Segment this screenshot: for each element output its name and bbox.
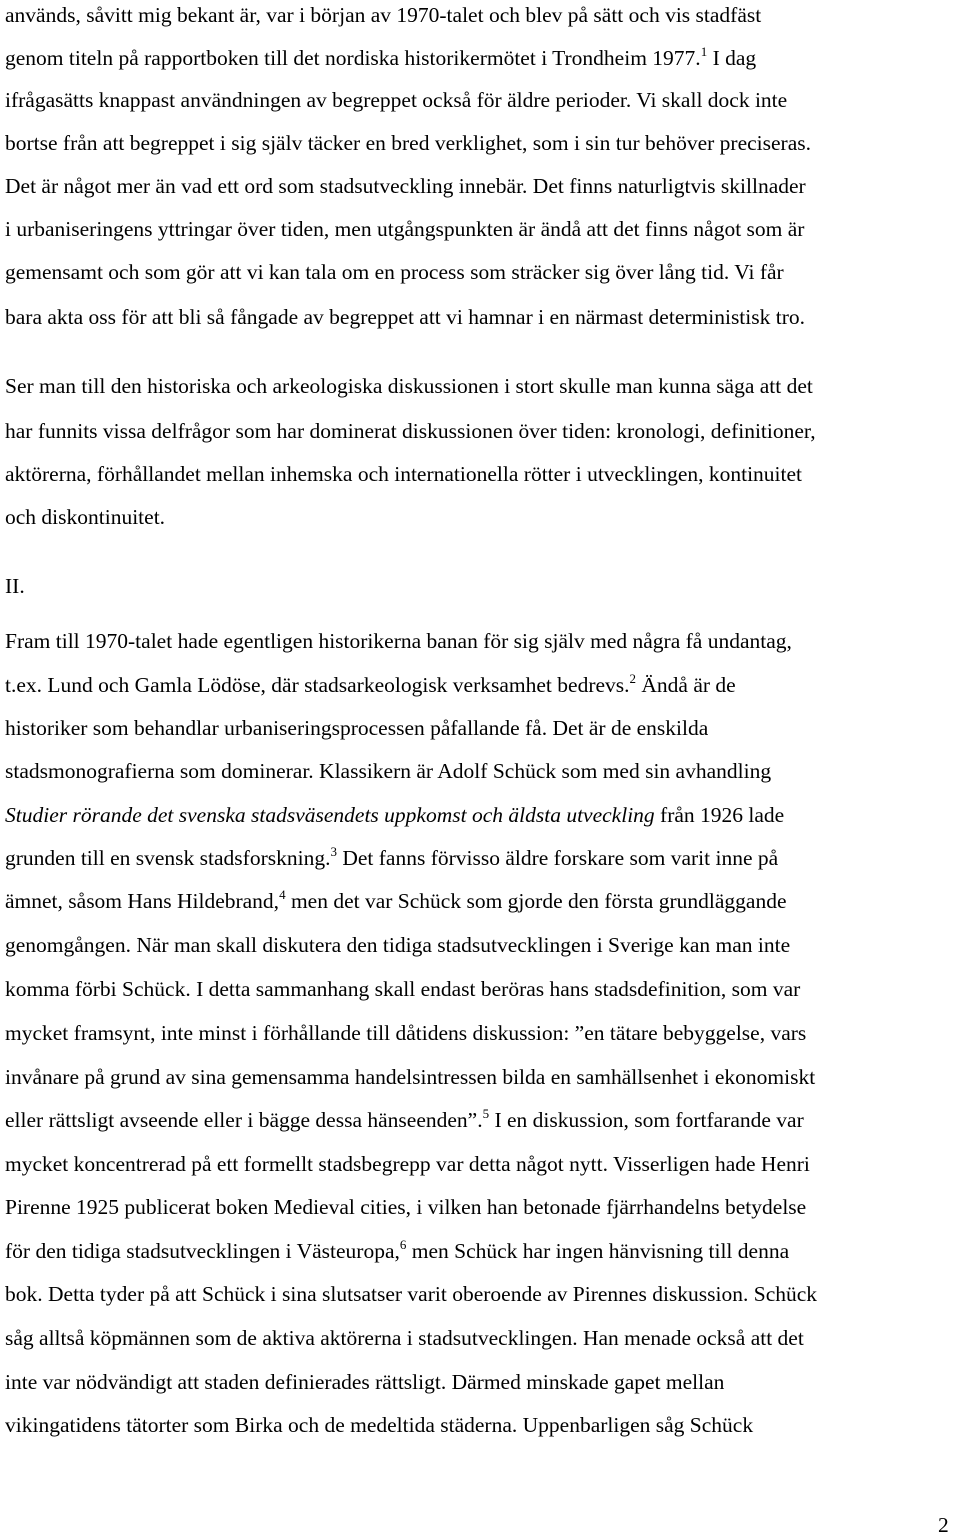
page-number: 2 bbox=[938, 1513, 949, 1537]
text-line: historiker som behandlar urbaniseringsprocessen påfallande få. Det är de enskilda bbox=[5, 716, 709, 740]
footnote-ref[interactable]: 5 bbox=[482, 1106, 490, 1121]
text-line: bara akta oss för att bli så fångade av begreppet att vi hamnar i en närmast deterministisk tro. bbox=[5, 305, 806, 329]
text-line: stadsmonografierna som dominerar. Klassikern är Adolf Schück som med sin avhandling bbox=[5, 759, 772, 783]
text-line: t.ex. Lund och Gamla Lödöse, där stadsarkeologisk verksamhet bedrevs.$^2$ Ändå är de bbox=[5, 671, 736, 697]
text-line: grunden till en svensk stadsforskning.$^3$ Det fanns förvisso äldre forskare som varit inne på bbox=[5, 844, 779, 870]
text-line: ämnet, såsom Hans Hildebrand,$^4$ men det var Schück som gjorde den första grundläggande bbox=[5, 887, 787, 913]
text-line: ifrågasätts knappast användningen av begreppet också för äldre perioder. Vi skall dock inte bbox=[5, 88, 788, 112]
text-line: vikingatidens tätorter som Birka och de medeltida städerna. Uppenbarligen såg Schück bbox=[5, 1413, 754, 1437]
text-line: Pirenne 1925 publicerat boken Medieval cities, i vilken han betonade fjärrhandelns betydelse bbox=[5, 1195, 807, 1219]
text-line: såg alltså köpmännen som de aktiva aktörerna i stadsutvecklingen. Han menade också att det bbox=[5, 1326, 804, 1350]
text-line: och diskontinuitet. bbox=[5, 505, 166, 529]
section-heading: II. bbox=[5, 574, 25, 598]
footnote-ref[interactable]: 1 bbox=[700, 44, 708, 59]
text-line: Ser man till den historiska och arkeologiska diskussionen i stort skulle man kunna säga att det bbox=[5, 374, 813, 398]
book-title: Studier rörande det svenska stadsväsendets uppkomst och äldsta utveckling bbox=[5, 803, 655, 827]
text-line: inte var nödvändigt att staden definierades rättsligt. Därmed minskade gapet mellan bbox=[5, 1370, 725, 1394]
text-line: Fram till 1970-talet hade egentligen historikerna banan för sig själv med några få undantag, bbox=[5, 629, 792, 653]
text-line: bortse från att begreppet i sig själv täcker en bred verklighet, som i sin tur behöver preciseras. bbox=[5, 131, 811, 155]
footnote-ref[interactable]: 6 bbox=[399, 1237, 407, 1252]
footnote-ref[interactable]: 3 bbox=[330, 844, 337, 859]
text-line: genomgången. När man skall diskutera den tidiga stadsutvecklingen i Sverige kan man inte bbox=[5, 933, 791, 957]
footnote-ref[interactable]: 2 bbox=[629, 671, 637, 686]
text-line: används, såvitt mig bekant är, var i början av 1970-talet och blev på sätt och vis stadfäst bbox=[5, 3, 762, 27]
text-line: bok. Detta tyder på att Schück i sina slutsatser varit oberoende av Pirennes diskussion. Schück bbox=[5, 1282, 818, 1306]
text-line: för den tidiga stadsutvecklingen i Västeuropa,$^6$ men Schück har ingen hänvisning till denna bbox=[5, 1237, 790, 1263]
text-line: genom titeln på rapportboken till det nordiska historikermötet i Trondheim 1977.$^1$ I dag bbox=[5, 44, 757, 70]
text-line: eller rättsligt avseende eller i bägge dessa hänseenden”.$^5$ I en diskussion, som fortfarande var bbox=[5, 1106, 804, 1132]
text-line: Det är något mer än vad ett ord som stadsutveckling innebär. Det finns naturligtvis skillnader bbox=[5, 174, 806, 198]
text-line: i urbaniseringens yttringar över tiden, men utgångspunkten är ändå att det finns något som är bbox=[5, 217, 805, 241]
text-line: Studier rörande det svenska stadsväsendets uppkomst och äldsta utveckling från 1926 lade bbox=[5, 803, 785, 827]
text-line: mycket framsynt, inte minst i förhållande till dåtidens diskussion: ”en tätare bebyggelse, vars bbox=[5, 1021, 807, 1045]
text-line: mycket koncentrerad på ett formellt stadsbegrepp var detta något nytt. Visserligen hade Henri bbox=[5, 1152, 810, 1176]
text-line: komma förbi Schück. I detta sammanhang skall endast beröras hans stadsdefinition, som var bbox=[5, 977, 801, 1001]
text-line: har funnits vissa delfrågor som har dominerat diskussionen över tiden: kronologi, definitioner, bbox=[5, 419, 816, 443]
footnote-ref[interactable]: 4 bbox=[279, 887, 286, 902]
text-line: gemensamt och som gör att vi kan tala om en process som sträcker sig över lång tid. Vi får bbox=[5, 260, 784, 284]
text-line: aktörerna, förhållandet mellan inhemska och internationella rötter i utvecklingen, kontinuitet bbox=[5, 462, 803, 486]
text-line: invånare på grund av sina gemensamma handelsintressen bilda en samhällsenhet i ekonomiskt bbox=[5, 1065, 816, 1089]
